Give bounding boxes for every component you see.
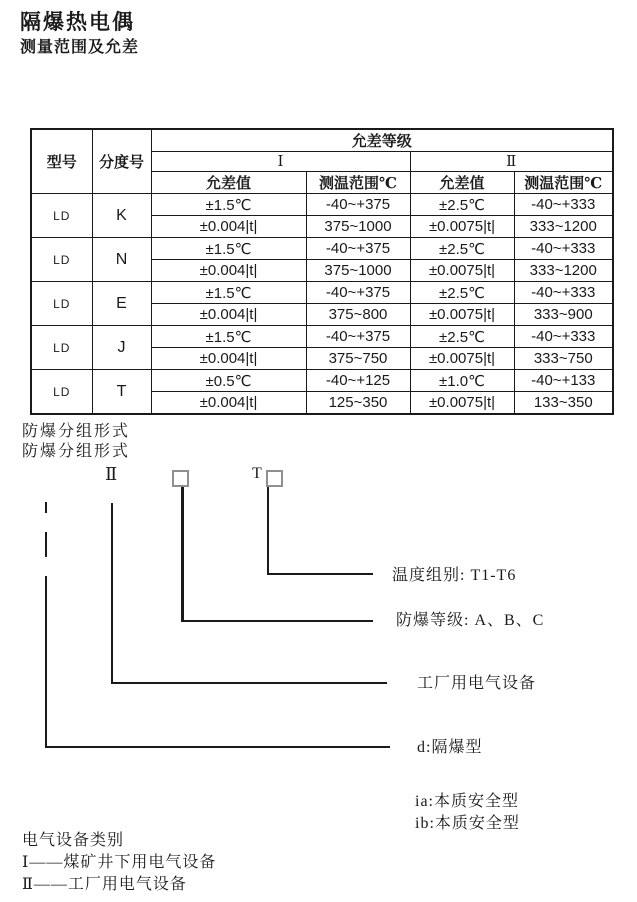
cell-tolerance: ±2.5℃ — [410, 326, 514, 348]
cell-range: -40~+375 — [306, 282, 410, 304]
cell-tolerance: ±1.5℃ — [151, 194, 306, 216]
cell-graduation: E — [92, 282, 151, 326]
callout-ia-type: ia:本质安全型 — [415, 793, 519, 810]
cell-range: -40~+333 — [514, 194, 613, 216]
cell-tolerance: ±0.0075|t| — [410, 216, 514, 238]
table-row — [31, 326, 613, 348]
leader-line-temp-group-vertical — [267, 487, 269, 575]
spec-table — [30, 128, 614, 415]
leader-line-factory-vertical — [111, 503, 113, 684]
leader-line-flameproof-vertical — [45, 576, 47, 748]
cell-range: -40~+333 — [514, 282, 613, 304]
table-row — [31, 370, 613, 392]
cell-model: LD — [31, 282, 92, 326]
cell-tolerance: ±0.004|t| — [151, 260, 306, 282]
cell-tolerance: ±2.5℃ — [410, 194, 514, 216]
cell-tolerance: ±1.5℃ — [151, 326, 306, 348]
cell-range: 375~1000 — [306, 260, 410, 282]
cell-range: -40~+375 — [306, 238, 410, 260]
cell-range: -40~+375 — [306, 326, 410, 348]
cell-tolerance: ±0.004|t| — [151, 216, 306, 238]
table-row — [31, 194, 613, 216]
page-subtitle: 测量范围及允差 — [20, 39, 140, 56]
cell-range: -40~+375 — [306, 194, 410, 216]
cell-tolerance: ±1.0℃ — [410, 370, 514, 392]
header-temp-range-i: 测温范围℃ — [306, 172, 410, 194]
cell-range: 333~1200 — [514, 216, 613, 238]
cell-range: 133~350 — [514, 392, 613, 415]
cell-tolerance: ±2.5℃ — [410, 238, 514, 260]
leader-line-factory-horizontal — [111, 682, 387, 684]
callout-flameproof-type: d:隔爆型 — [417, 739, 483, 756]
table-row — [31, 282, 613, 304]
group-form-heading-2: 防爆分组形式 — [22, 443, 131, 460]
cell-model: LD — [31, 194, 92, 238]
cell-range: 333~750 — [514, 348, 613, 370]
cell-range: 375~750 — [306, 348, 410, 370]
cell-tolerance: ±0.004|t| — [151, 392, 306, 415]
callout-explosion-grade: 防爆等级: A、B、C — [396, 612, 545, 629]
cell-model: LD — [31, 238, 92, 282]
header-model: 型号 — [31, 129, 92, 194]
code-blank-box-icon — [172, 470, 189, 487]
cell-tolerance: ±1.5℃ — [151, 282, 306, 304]
cell-range: -40~+333 — [514, 326, 613, 348]
leader-dash-segment — [45, 502, 47, 513]
leader-line-temp-group-horizontal — [267, 573, 373, 575]
leader-line-flameproof-horizontal — [45, 746, 390, 748]
code-t-box-icon — [266, 470, 283, 487]
header-tolerance-value-i: 允差值 — [151, 172, 306, 194]
cell-model: LD — [31, 370, 92, 415]
cell-tolerance: ±0.5℃ — [151, 370, 306, 392]
cell-range: 125~350 — [306, 392, 410, 415]
cell-tolerance: ±0.004|t| — [151, 304, 306, 326]
leader-line-grade-vertical — [181, 487, 184, 622]
cell-tolerance: ±2.5℃ — [410, 282, 514, 304]
callout-temp-group: 温度组别: T1-T6 — [392, 567, 517, 584]
cell-graduation: K — [92, 194, 151, 238]
cell-model: LD — [31, 326, 92, 370]
table-row — [31, 238, 613, 260]
header-temp-range-ii: 测温范围℃ — [514, 172, 613, 194]
cell-range: 333~1200 — [514, 260, 613, 282]
header-class-ii: Ⅱ — [410, 152, 613, 172]
callout-factory-equipment: 工厂用电气设备 — [417, 675, 537, 692]
cell-tolerance: ±0.0075|t| — [410, 304, 514, 326]
group-form-heading-1: 防爆分组形式 — [22, 423, 131, 440]
cell-tolerance: ±0.004|t| — [151, 348, 306, 370]
cell-range: -40~+125 — [306, 370, 410, 392]
code-position-t-label: T — [252, 465, 262, 482]
cell-graduation: T — [92, 370, 151, 415]
header-graduation: 分度号 — [92, 129, 151, 194]
header-class-i: Ⅰ — [151, 152, 410, 172]
cell-graduation: N — [92, 238, 151, 282]
cell-tolerance: ±0.0075|t| — [410, 260, 514, 282]
page-title: 隔爆热电偶 — [20, 10, 135, 34]
cell-range: 375~1000 — [306, 216, 410, 238]
cell-tolerance: ±0.0075|t| — [410, 392, 514, 415]
legend-title: 电气设备类别 — [22, 832, 125, 849]
leader-line-grade-horizontal — [181, 620, 373, 622]
code-position-ii-label: Ⅱ — [105, 464, 118, 484]
callout-ib-type: ib:本质安全型 — [415, 815, 520, 832]
header-tolerance-class: 允差等级 — [151, 129, 613, 152]
cell-graduation: J — [92, 326, 151, 370]
cell-range: -40~+333 — [514, 238, 613, 260]
cell-tolerance: ±1.5℃ — [151, 238, 306, 260]
legend-item-i: Ⅰ——煤矿井下用电气设备 — [22, 854, 217, 871]
cell-range: 333~900 — [514, 304, 613, 326]
legend-item-ii: Ⅱ——工厂用电气设备 — [22, 876, 187, 893]
cell-range: -40~+133 — [514, 370, 613, 392]
cell-range: 375~800 — [306, 304, 410, 326]
leader-dash-segment — [45, 532, 47, 557]
header-tolerance-value-ii: 允差值 — [410, 172, 514, 194]
cell-tolerance: ±0.0075|t| — [410, 348, 514, 370]
